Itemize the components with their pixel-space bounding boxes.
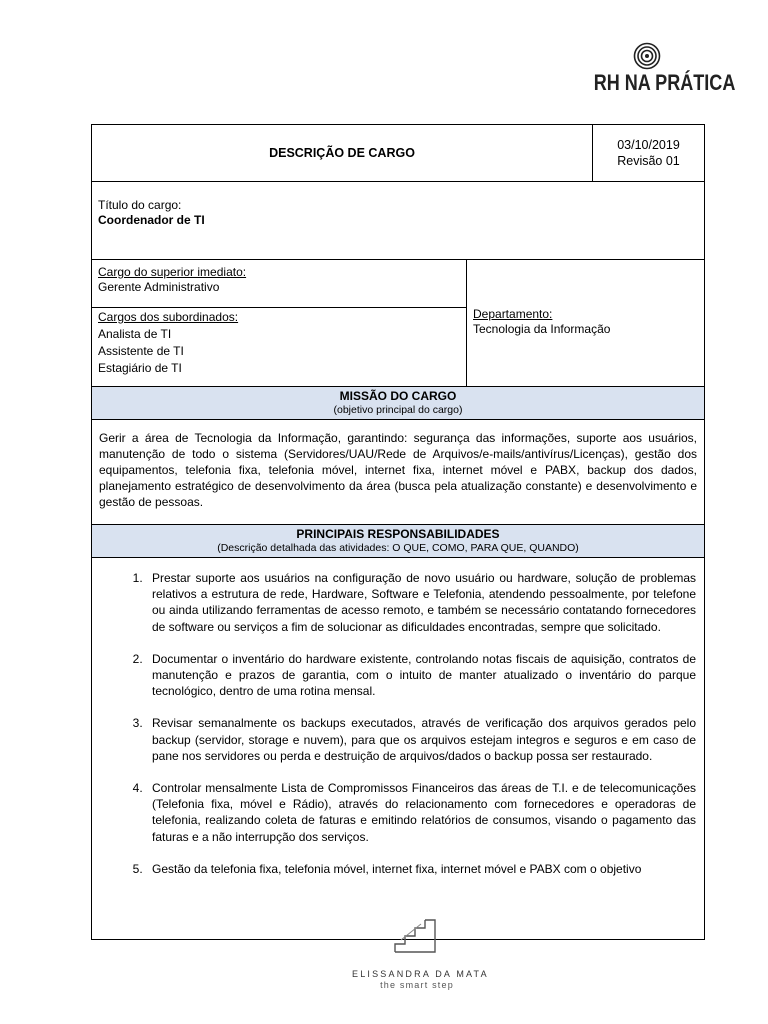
footer-logo [352,918,489,990]
responsibility-item: 4. Controlar mensalmente Lista de Compromissos Financeiros das áreas de T.I. e de telecomunicações (Telefonia fixa, móvel e Rádio), através do relacionamento com fornecedores e operadoras de telefonia, realizando coleta de faturas e emitindo relatórios de consumos, visando o pagamento das faturas e a não interrupção dos serviços. [146,780,696,845]
responsibilities-header [92,525,705,558]
date-revision-cell [593,125,705,182]
responsibilities-list [100,570,696,877]
mission-subheading: (objetivo principal do cargo) [333,404,463,416]
job-title-label: Título do cargo: [98,198,182,212]
responsibility-item: 1. Prestar suporte aos usuários na configuração de novo usuário ou hardware, solução de problemas relativos a estrutura de rede, Hardware, Software e Telefonia, atendendo pessoalmente, por telefone ou ainda utilizando ferramentas de acesso remoto, e também se necessário contatando fornecedores de software ou serviços a fim de solucionar as dificuldades encontradas, sempre que solicitado. [146,570,696,635]
concentric-circles-icon [633,42,661,70]
subordinates-label: Cargos dos subordinados: [98,310,239,324]
department-label: Departamento: [473,307,553,321]
superior-value: Gerente Administrativo [98,280,220,294]
document-title: DESCRIÇÃO DE CARGO [92,125,593,182]
document-date: 03/10/2019 [617,138,680,152]
mission-text: Gerir a área de Tecnologia da Informação, garantindo: segurança das informações, suporte aos usuários, manutenção de todo o sistema (Servidores/UAU/Rede de Arquivos/e-mails/antivírus/Licenças), gestão dos equipamentos, telefonia fixa, telefonia móvel, internet fixa, internet móvel e PABX, backup dos dados, planejamento estratégico de desenvolvimento da área (busca pela atualização constante) e desenvolvimento e gestão de pessoas. [92,420,705,525]
department-cell [467,260,705,387]
footer-name: ELISSANDRA DA MATA [352,969,489,979]
mission-header [92,387,705,420]
job-title-cell [92,182,705,260]
responsibilities-subheading: (Descrição detalhada das atividades: O QUE, COMO, PARA QUE, QUANDO) [217,542,579,554]
job-title-value: Coordenador de TI [98,213,205,227]
mission-heading: MISSÃO DO CARGO [339,389,457,403]
subordinate-item: Analista de TI [98,327,172,341]
document-revision: Revisão 01 [617,154,680,168]
subordinates-cell [92,308,467,387]
brand-logo [582,42,736,98]
responsibilities-heading: PRINCIPAIS RESPONSABILIDADES [296,527,500,541]
subordinate-item: Assistente de TI [98,344,184,358]
brand-name: RH NA PRÁTICA [593,70,736,95]
stairs-icon [387,918,447,958]
responsibility-item: 5. Gestão da telefonia fixa, telefonia móvel, internet fixa, internet móvel e PABX com o objetivo [146,861,696,877]
department-value: Tecnologia da Informação [473,322,611,336]
superior-label: Cargo do superior imediato: [98,265,247,279]
responsibilities-cell [92,558,705,940]
responsibility-item: 3. Revisar semanalmente os backups executados, através de verificação dos arquivos gerados pelo backup (servidor, storage e nuvem), para que os arquivos estejam integros e seguros e em caso de pane nos servidores ou perda e destruição de arquivos/dados o backup possa ser restaurado. [146,715,696,764]
responsibility-item: 2. Documentar o inventário do hardware existente, controlando notas fiscais de aquisição, contratos de manutenção e prazos de garantia, com o intuito de manter atualizado o inventário do parque tecnológico, dentro de uma rotina mensal. [146,651,696,700]
job-description-table [91,124,705,940]
subordinate-item: Estagiário de TI [98,361,182,375]
footer-tagline: the smart step [380,980,454,990]
superior-cell [92,260,467,308]
